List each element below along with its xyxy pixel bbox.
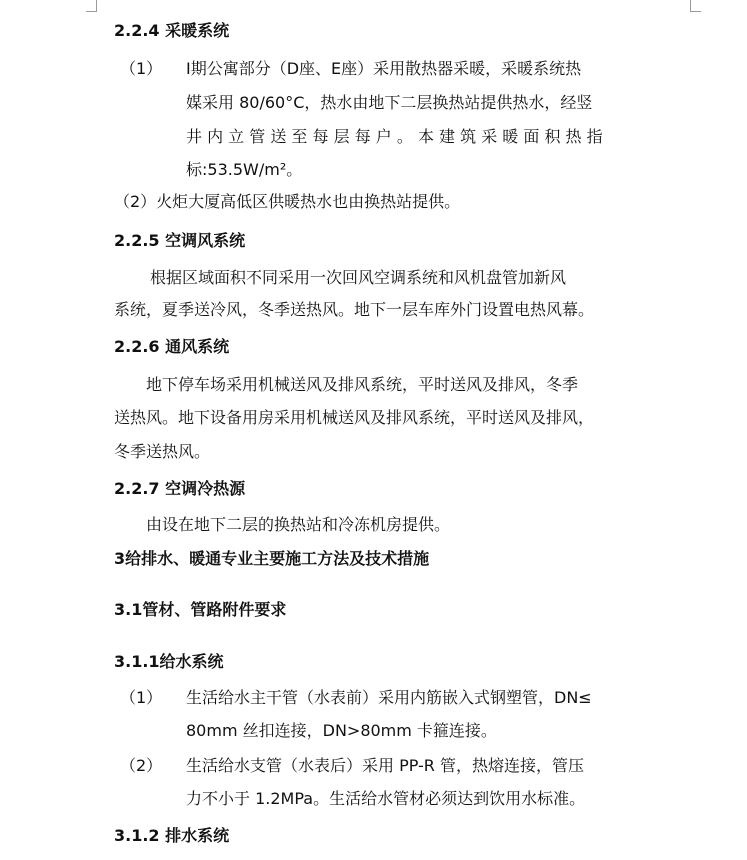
heading-3-1-1: 3.1.1给水系统 — [114, 652, 224, 671]
item-3-1-1-2-number: （2） — [120, 756, 163, 775]
item-1-number: （1） — [120, 59, 163, 78]
heading-2-2-4: 2.2.4 采暖系统 — [114, 21, 230, 40]
right-crop-mark-horizontal — [691, 11, 701, 12]
paragraph-2-2-5-line-2: 系统，夏季送冷风，冬季送热风。地下一层车库外门设置电热风幕。 — [114, 300, 595, 319]
heading-3-1-2: 3.1.2 排水系统 — [114, 826, 230, 845]
heading-2-2-5: 2.2.5 空调风系统 — [114, 231, 246, 250]
item-3-1-1-2-line-1: 生活给水支管（水表后）采用 PP-R 管，热熔连接，管压 — [186, 756, 585, 775]
item-3-1-1-1-number: （1） — [120, 688, 163, 707]
item-2-line: （2）火炬大厦高低区供暖热水也由换热站提供。 — [114, 192, 461, 211]
heading-3: 3给排水、暖通专业主要施工方法及技术措施 — [114, 549, 430, 568]
paragraph-2-2-7-line-1: 由设在地下二层的换热站和冷冻机房提供。 — [146, 515, 451, 534]
heading-2-2-6: 2.2.6 通风系统 — [114, 337, 230, 356]
item-3-1-1-1-line-1: 生活给水主干管（水表前）采用内筋嵌入式钢塑管，DN≤ — [186, 688, 592, 707]
item-1-line-1-text: I期公寓部分（D座、E座）采用散热器采暖，采暖系统热 — [186, 59, 582, 78]
item-3-1-1-2-line-2: 力不小于 1.2MPa。生活给水管材必须达到饮用水标准。 — [186, 789, 586, 808]
paragraph-2-2-6-line-3: 冬季送热风。 — [114, 442, 211, 461]
left-crop-mark-horizontal — [86, 11, 96, 12]
item-1-line-2: 媒采用 80/60°C，热水由地下二层换热站提供热水，经竖 — [186, 93, 593, 112]
paragraph-2-2-6-line-1: 地下停车场采用机械送风及排风系统，平时送风及排风，冬季 — [146, 375, 579, 394]
item-1-line-3: 井 内 立 管 送 至 每 层 每 户 。 本 建 筑 采 暖 面 积 热 指 — [186, 127, 603, 146]
paragraph-2-2-5-line-1: 根据区域面积不同采用一次回风空调系统和风机盘管加新风 — [150, 268, 567, 287]
heading-3-1: 3.1管材、管路附件要求 — [114, 600, 287, 619]
heading-2-2-7: 2.2.7 空调冷热源 — [114, 479, 246, 498]
left-crop-mark — [96, 0, 97, 12]
item-1-line-4: 标:53.5W/m²。 — [186, 160, 303, 179]
paragraph-2-2-6-line-2: 送热风。地下设备用房采用机械送风及排风系统，平时送风及排风， — [114, 408, 595, 427]
item-1-line-1 — [186, 59, 664, 79]
item-3-1-1-1-line-2: 80mm 丝扣连接，DN>80mm 卡箍连接。 — [186, 721, 497, 740]
